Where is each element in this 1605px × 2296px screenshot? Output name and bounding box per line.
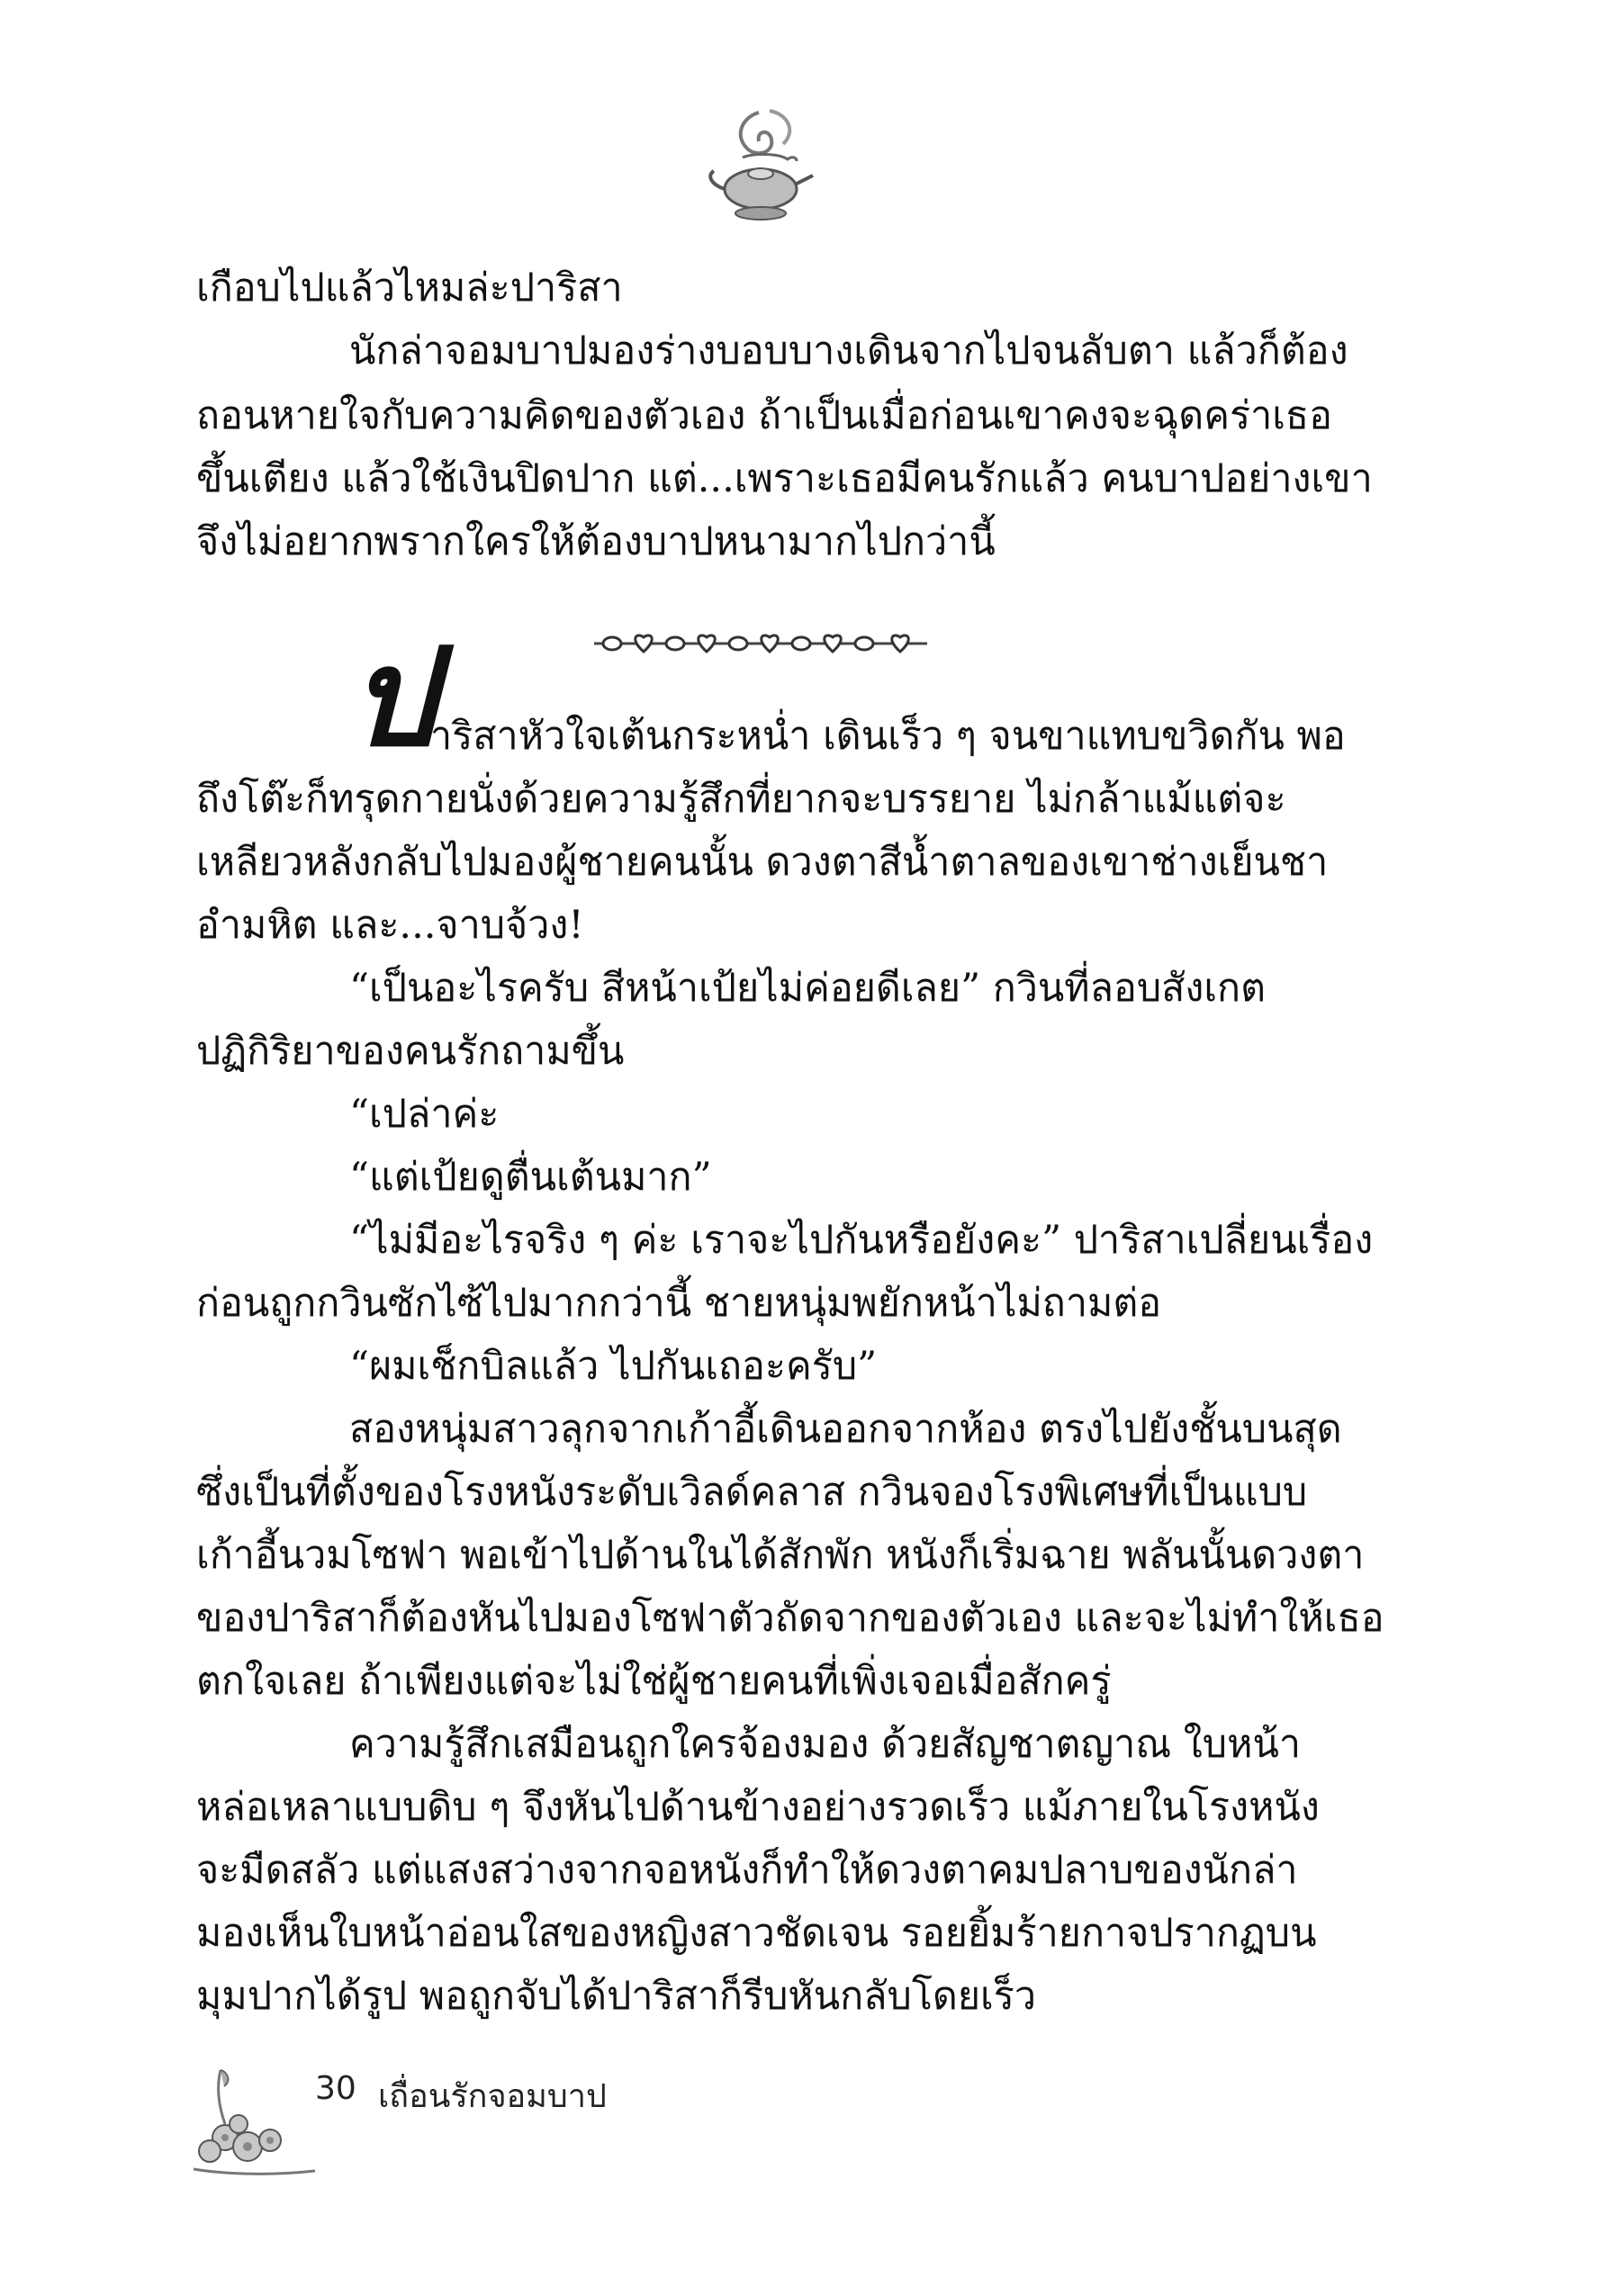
body-line-19: เก้าอี้นวมโซฟา พอเข้าไปด้านในได้สักพัก หนังก็เริ่มฉาย พลันนั้นดวงตา	[196, 1533, 1365, 1578]
heart-chain-divider	[590, 630, 932, 657]
body-line-1: เกือบไปแล้วไหมล่ะปาริสา	[196, 266, 623, 311]
body-line-13: “แต่เป้ยดูตื่นเต้นมาก”	[349, 1155, 712, 1200]
body-line-22: ความรู้สึกเสมือนถูกใครจ้องมอง ด้วยสัญชาตญาณ ใบหน้า	[349, 1722, 1301, 1767]
body-line-10: “เป็นอะไรครับ สีหน้าเป้ยไม่ค่อยดีเลย” กวินที่ลอบสังเกต	[349, 966, 1267, 1011]
body-line-12: “เปล่าค่ะ	[349, 1092, 500, 1137]
body-line-18: ซึ่งเป็นที่ตั้งของโรงหนังระดับเวิลด์คลาส กวินจองโรงพิเศษที่เป็นแบบ	[196, 1470, 1308, 1515]
body-line-24: จะมืดสลัว แต่แสงสว่างจากจอหนังก็ทำให้ดวงตาคมปลาบของนักล่า	[196, 1848, 1298, 1893]
body-line-5: จึงไม่อยากพรากใครให้ต้องบาปหนามากไปกว่านี้	[196, 519, 996, 564]
body-line-17: สองหนุ่มสาวลุกจากเก้าอี้เดินออกจากห้อง ตรงไปยังชั้นบนสุด	[349, 1407, 1342, 1452]
body-line-11: ปฏิกิริยาของคนรักถามขึ้น	[196, 1029, 625, 1074]
body-line-9: อำมหิต และ...จาบจ้วง!	[196, 903, 584, 948]
body-line-20: ของปาริสาก็ต้องหันไปมองโซฟาตัวถัดจากของตัวเอง และจะไม่ทำให้เธอ	[196, 1596, 1384, 1641]
body-line-14: “ไม่มีอะไรจริง ๆ ค่ะ เราจะไปกันหรือยังคะ” ปาริสาเปลี่ยนเรื่อง	[349, 1218, 1374, 1263]
drop-cap: ป	[349, 618, 436, 777]
body-line-7: ถึงโต๊ะก็ทรุดกายนั่งด้วยความรู้สึกที่ยากจะบรรยาย ไม่กล้าแม้แต่จะ	[196, 777, 1286, 822]
body-line-25: มองเห็นใบหน้าอ่อนใสของหญิงสาวชัดเจน รอยยิ้มร้ายกาจปรากฏบน	[196, 1911, 1317, 1956]
body-line-16: “ผมเช็กบิลแล้ว ไปกันเถอะครับ”	[349, 1344, 878, 1389]
page-number: 30	[315, 2070, 356, 2107]
body-line-21: ตกใจเลย ถ้าเพียงแต่จะไม่ใช่ผู้ชายคนที่เพิ่งเจอเมื่อสักครู่	[196, 1659, 1112, 1704]
body-line-6: าริสาหัวใจเต้นกระหน่ำ เดินเร็ว ๆ จนขาแทบขวิดกัน พอ	[430, 714, 1346, 759]
body-line-3: ถอนหายใจกับความคิดของตัวเอง ถ้าเป็นเมื่อก่อนเขาคงจะฉุดคร่าเธอ	[196, 393, 1332, 438]
body-line-8: เหลียวหลังกลับไปมองผู้ชายคนนั้น ดวงตาสีน้ำตาลของเขาช่างเย็นชา	[196, 840, 1329, 885]
body-line-26: มุมปากได้รูป พอถูกจับได้ปาริสาก็รีบหันกลับโดยเร็ว	[196, 1974, 1036, 2019]
body-line-23: หล่อเหลาแบบดิบ ๆ จึงหันไปด้านข้างอย่างรวดเร็ว แม้ภายในโรงหนัง	[196, 1785, 1320, 1830]
genie-lamp-icon	[707, 104, 815, 230]
book-title: เถื่อนรักจอมบาป	[378, 2078, 607, 2115]
body-line-15: ก่อนถูกกวินซักไซ้ไปมากกว่านี้ ชายหนุ่มพยักหน้าไม่ถามต่อ	[196, 1281, 1162, 1326]
body-line-4: ขึ้นเตียง แล้วใช้เงินปิดปาก แต่...เพราะเธอมีคนรักแล้ว คนบาปอย่างเขา	[196, 456, 1373, 501]
body-line-2: นักล่าจอมบาปมองร่างบอบบางเดินจากไปจนลับตา แล้วก็ต้อง	[349, 329, 1348, 374]
flower-corner-icon	[185, 2061, 320, 2187]
